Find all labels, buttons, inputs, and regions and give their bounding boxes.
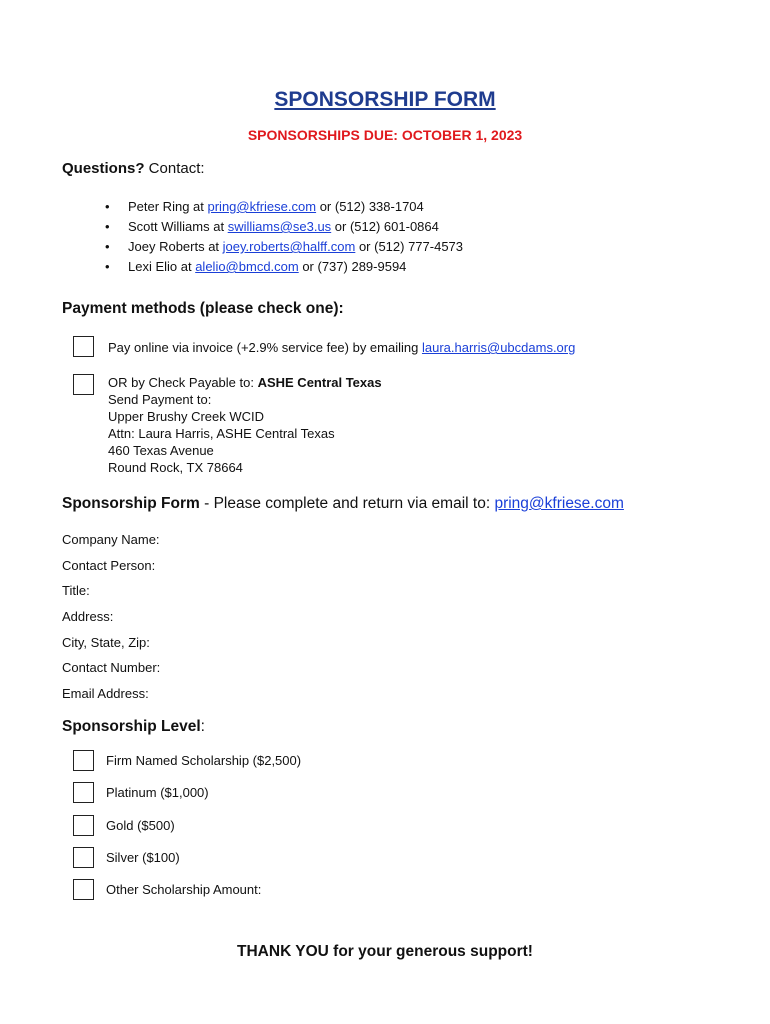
contact-phone: or (512) 777-4573 xyxy=(355,239,464,254)
invoice-email-link[interactable]: laura.harris@ubcdams.org xyxy=(421,340,576,355)
payment-invoice-label: Pay online via invoice (+2.9% service fee) by emailing xyxy=(108,340,422,355)
contact-email-link[interactable]: swilliams@se3.us xyxy=(227,219,332,234)
contact-email-link[interactable]: joey.roberts@halff.com xyxy=(222,239,356,254)
contact-person-field[interactable]: Contact Person: xyxy=(62,558,156,573)
payment-check-checkbox[interactable] xyxy=(73,374,94,395)
level-silver-checkbox[interactable] xyxy=(73,847,94,868)
payment-invoice-checkbox[interactable] xyxy=(73,336,94,357)
mail-attention: Attn: Laura Harris, ASHE Central Texas xyxy=(108,426,335,441)
payment-check-option xyxy=(108,374,382,476)
check-payee: ASHE Central Texas xyxy=(257,375,382,390)
title-field[interactable]: Title: xyxy=(62,583,90,598)
contact-email-link[interactable]: alelio@bmcd.com xyxy=(195,259,299,274)
sponsorship-level-title: Sponsorship Level xyxy=(62,718,201,735)
contact-number-field[interactable]: Contact Number: xyxy=(62,660,161,675)
send-payment-label: Send Payment to: xyxy=(108,392,212,407)
list-item xyxy=(105,197,463,217)
questions-line xyxy=(62,160,205,177)
level-firm-named-checkbox[interactable] xyxy=(73,750,94,771)
contact-email-link[interactable]: pring@kfriese.com xyxy=(207,199,317,214)
sponsorship-form-heading xyxy=(62,495,624,513)
return-email-link[interactable]: pring@kfriese.com xyxy=(494,495,624,512)
level-gold-label: Gold ($500) xyxy=(106,818,175,833)
payment-invoice-option xyxy=(108,340,575,355)
due-date-notice: SPONSORSHIPS DUE: OCTOBER 1, 2023 xyxy=(247,127,523,143)
mail-street: 460 Texas Avenue xyxy=(108,443,214,458)
sponsorship-level-heading xyxy=(62,718,205,736)
sponsorship-form-instructions: - Please complete and return via email to: xyxy=(199,495,495,512)
level-firm-named-label: Firm Named Scholarship ($2,500) xyxy=(106,753,302,768)
mail-recipient: Upper Brushy Creek WCID xyxy=(108,409,265,424)
company-name-field[interactable]: Company Name: xyxy=(62,532,160,547)
payment-methods-heading: Payment methods (please check one): xyxy=(62,300,344,317)
level-other-checkbox[interactable] xyxy=(73,879,94,900)
questions-contact-label: Contact: xyxy=(144,160,205,177)
level-platinum-checkbox[interactable] xyxy=(73,782,94,803)
check-payable-line xyxy=(108,374,382,391)
level-silver-label: Silver ($100) xyxy=(106,850,180,865)
thank-you-message: THANK YOU for your generous support! xyxy=(237,943,533,960)
mail-city: Round Rock, TX 78664 xyxy=(108,460,243,475)
city-state-zip-field[interactable]: City, State, Zip: xyxy=(62,635,150,650)
sponsorship-level-colon: : xyxy=(200,718,205,735)
contact-phone: or (512) 338-1704 xyxy=(316,199,424,214)
level-platinum-label: Platinum ($1,000) xyxy=(106,785,209,800)
level-gold-checkbox[interactable] xyxy=(73,815,94,836)
bullet-icon: • xyxy=(105,199,110,214)
email-address-field[interactable]: Email Address: xyxy=(62,686,149,701)
check-payable-label: OR by Check Payable to: xyxy=(108,375,258,390)
contact-phone: or (512) 601-0864 xyxy=(331,219,439,234)
bullet-icon: • xyxy=(105,239,110,254)
list-item xyxy=(105,257,463,277)
questions-label: Questions? xyxy=(62,160,145,177)
address-field[interactable]: Address: xyxy=(62,609,114,624)
form-title: SPONSORSHIP FORM xyxy=(274,88,496,111)
contact-list xyxy=(105,197,463,277)
sponsorship-form-title: Sponsorship Form xyxy=(62,495,200,512)
list-item xyxy=(105,237,463,257)
contact-name: Peter Ring at xyxy=(128,199,208,214)
list-item xyxy=(105,217,463,237)
contact-name: Joey Roberts at xyxy=(128,239,223,254)
bullet-icon: • xyxy=(105,259,110,274)
contact-name: Lexi Elio at xyxy=(128,259,196,274)
contact-name: Scott Williams at xyxy=(128,219,228,234)
contact-phone: or (737) 289-9594 xyxy=(298,259,407,274)
bullet-icon: • xyxy=(105,219,110,234)
level-other-label: Other Scholarship Amount: xyxy=(106,882,262,897)
